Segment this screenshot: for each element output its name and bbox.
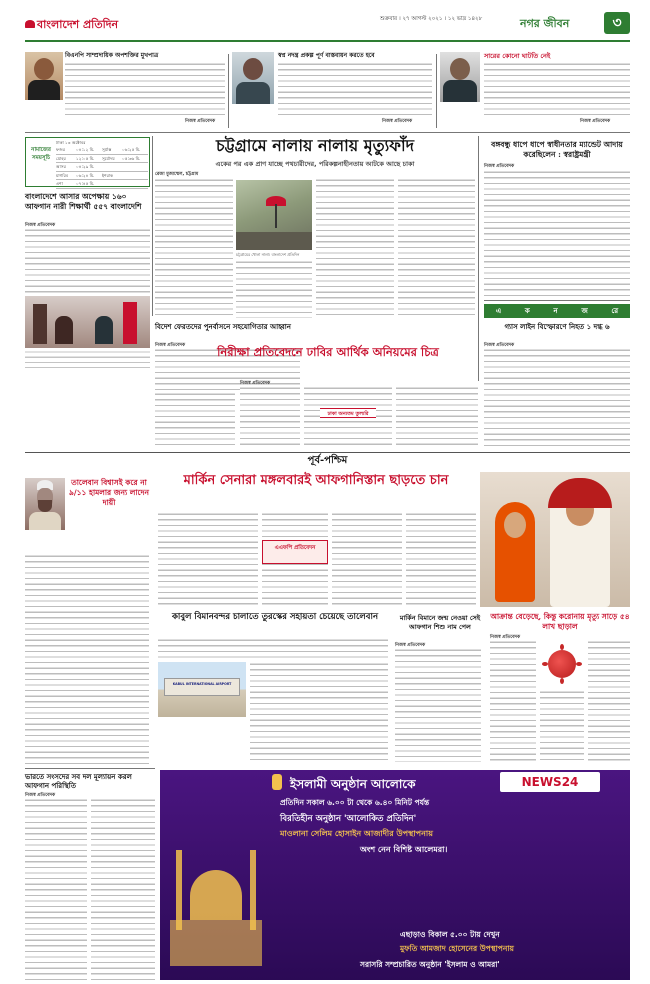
prayer-cell [102, 163, 122, 171]
prayer-cell: ১২:০৫ মি. [76, 155, 95, 161]
news24-advertisement[interactable] [160, 770, 630, 980]
ad-line-1: প্রতিদিন সকাল ৬.০০ টা থেকে ৬.৪০ মিনিট পর্যন্ত [280, 798, 430, 807]
top-story-3 [440, 52, 630, 130]
laden-body [25, 554, 149, 766]
rehab-credit: নিজস্ব প্রতিবেদক [155, 343, 186, 348]
top-story-1-credit: নিজস্ব প্রতিবেদক [185, 119, 216, 124]
prayer-cell: যোহর [56, 155, 66, 161]
logo [25, 14, 119, 34]
prayer-cell: আসর [56, 164, 66, 169]
ekonjore-letter: ক [524, 307, 530, 315]
gas-blast-headline: গ্যাস লাইন বিস্ফোরণে নিহত ১ দগ্ধ ৬ [504, 322, 610, 331]
prayer-cell: মাগরিব [56, 172, 69, 178]
rehab-headline: বিদেশ ফেরতদের পুনর্বাসনে সহযোগিতার আহ্বান [155, 322, 291, 331]
audit-body-col-3 [396, 386, 478, 446]
prayer-cell: ০৪:২৯ মি. [76, 164, 95, 169]
laden-box [25, 472, 149, 552]
prayer-cell: ০৬:২৪ মি. [76, 172, 95, 178]
ctg-body-col-4 [398, 178, 475, 318]
prayer-cell [122, 163, 148, 171]
top-story-2-credit: নিজস্ব প্রতিবেদক [382, 119, 413, 124]
ad-title: ইসলামী অনুষ্ঠান আলোকে [290, 777, 416, 791]
bangabandhu-body [484, 170, 630, 298]
top-story-1 [25, 52, 225, 130]
india-body-col-1 [25, 798, 87, 982]
military-meeting-photo [25, 296, 150, 348]
military-photo-caption [25, 350, 150, 372]
news24-logo [500, 772, 600, 792]
mosque-silhouette [170, 830, 262, 970]
prayer-cell: ০৭:৪৫ মি. [76, 181, 95, 186]
kabul-airport-headline: কাবুল বিমানবন্দর চালাতে তুরস্কের সহায়তা চেয়েছে তালেবান [171, 612, 379, 622]
ctg-byline: রেজা মুজাম্মেল, চট্টগ্রাম [155, 172, 199, 177]
top-col-rule-1 [228, 54, 229, 128]
taliban-laden-headline: তালেবান বিশ্বাসই করে না ৯/১১ হামলার জন্য লাদেন দায়ী [69, 478, 149, 507]
dateline: শুক্রবার । ২৭ আগস্ট ২০২১ । ১২ ভাদ্র ১৪২৮ [380, 16, 483, 22]
top-story-2-body [278, 62, 432, 118]
ctg-body-col-1 [155, 178, 233, 318]
prayer-cell: এশা [56, 181, 63, 186]
masthead-rule [25, 40, 630, 42]
laden-photo [25, 478, 65, 530]
ad-line-2: বিরতিহীন অনুষ্ঠান 'আলোকিত প্রতিদিন' [280, 814, 417, 824]
prayer-cell: ০৬:২৫ মি. [122, 147, 141, 152]
prayer-row [56, 155, 148, 164]
airport-sign: KABUL INTERNATIONAL AIRPORT [172, 682, 232, 686]
child-born-headline: মার্কিন বিমানে জন্ম নেওয়া সেই আফগান শিশু নাম পেল [399, 614, 481, 631]
ad-line-3: মাওলানা সেলিম হোসাইন আজাদীর উপস্থাপনায় [280, 829, 433, 838]
prayer-row [56, 146, 148, 155]
lantern-icon [272, 774, 282, 790]
prayer-cell: ইশরাক [102, 172, 114, 178]
prayer-title: নামাজের সময়সূচি [31, 147, 51, 161]
corona-virus-icon [540, 642, 584, 686]
top-story-3-credit: নিজস্ব প্রতিবেদক [580, 119, 611, 124]
audit-body-col-1 [240, 386, 300, 446]
audit-headline: নিরীক্ষা প্রতিবেদনে ঢাবির আর্থিক অনিয়মের চিত্র [217, 345, 439, 359]
corona-headline: আক্রান্ত বেড়েছে, কিন্তু করোনায় মৃত্যু সাড়ে ৫৪ লাখ ছাড়াল [490, 612, 630, 631]
child-born-credit: নিজস্ব প্রতিবেদক [395, 643, 426, 648]
us-troops-body-col-4 [406, 512, 476, 608]
fertilizer-photo [440, 52, 480, 102]
logo-text: বাংলাদেশ প্রতিদিন [37, 18, 119, 31]
india-body-col-2 [91, 798, 155, 982]
top-story-1-body [65, 62, 225, 118]
corona-body-col-1 [490, 640, 536, 762]
afp-box-label: এএফপি প্রতিবেদন [274, 545, 316, 551]
india-rule [25, 768, 155, 769]
us-troops-body-col-1 [158, 512, 258, 608]
logo-mark-icon [25, 20, 35, 28]
us-troops-body-col-3 [332, 512, 402, 608]
corona-body-col-3 [588, 640, 630, 762]
top-story-1-headline: বিএনপি সাম্প্রদায়িক অপশক্তির মুখপাত্র [65, 52, 159, 59]
top-story-3-body [484, 62, 630, 118]
ad-line-4: অংশ নেন বিশিষ্ট আলেমরা। [360, 845, 448, 854]
prayer-cell [122, 180, 148, 188]
ctg-right-rule [478, 136, 479, 381]
ad-line-5: এছাড়াও বিকাল ৫.০০ টায় দেখুন [400, 930, 500, 939]
prayer-row [56, 163, 148, 172]
official-photo [232, 52, 274, 104]
kabul-airport-body [158, 638, 388, 660]
ad-line-6: মুফতি আমজাদ হোসেনের উপস্থাপনায় [400, 944, 514, 953]
bangabandhu-headline: বঙ্গবন্ধু ধাপে ধাপে স্বাধীনতার ম্যান্ডেট আদায় করেছিলেন : স্বরাষ্ট্রমন্ত্রী [491, 140, 623, 159]
child-born-body [395, 648, 481, 762]
ctg-left-rule [152, 136, 153, 316]
afghan-students-headline: বাংলাদেশে আসার অপেক্ষায় ১৬০ আফগান নারী শিক্ষার্থী ৫৫৭ বাংলাদেশি [25, 192, 142, 211]
us-troops-headline: মার্কিন সেনারা মঙ্গলবারই আফগানিস্তান ছাড়তে চান [183, 473, 449, 488]
audit-headline-box [178, 345, 478, 379]
top-row-rule [25, 132, 630, 133]
purbo-pashchim-title: পূর্ব-পশ্চিম [307, 455, 348, 466]
prayer-row [56, 180, 148, 189]
prayer-times-box [25, 137, 150, 187]
section-tab [520, 12, 630, 34]
afghan-students-credit: নিজস্ব প্রতিবেদক [25, 223, 56, 228]
audit-credit: নিজস্ব প্রতিবেদক [240, 381, 271, 386]
gas-blast-body [484, 348, 630, 446]
afghan-students-body [25, 228, 150, 294]
ekonjore-letter: রে [611, 307, 619, 315]
prayer-cell [122, 172, 148, 180]
ctg-headline: চট্টগ্রামে নালায় নালায় মৃত্যুফাঁদ [216, 136, 414, 155]
prayer-table [56, 146, 148, 189]
ctg-body-col-2 [236, 260, 312, 318]
top-story-2 [232, 52, 432, 130]
news24-logo-text: NEWS24 [521, 775, 579, 789]
ctg-deck: একের পর এক প্রাণ যাচ্ছে পথচারীদের, পরিকল্পনাহীনতায় আটকে আছে চাকা [215, 160, 415, 168]
ctg-drain-photo [236, 180, 312, 250]
prayer-cell: সূর্যোদয় [102, 155, 115, 161]
corona-credit: নিজস্ব প্রতিবেদক [490, 635, 521, 640]
afghan-children-photo [480, 472, 630, 607]
india-headline: ভারতে সংসদের সব দল মূল্যায়ন করল আফগান পরিস্থিতি [25, 772, 132, 790]
prayer-cell: ০৫:৩৬ মি. [122, 155, 141, 161]
prayer-subtitle: ঢাকা ১৩ অক্টোবর [56, 140, 86, 145]
page-number: ৩ [604, 12, 630, 34]
bangabandhu-credit: নিজস্ব প্রতিবেদক [484, 164, 515, 169]
ctg-photo-caption: চট্টগ্রামের খোলা নালা। বাংলাদেশ প্রতিদিন [236, 252, 300, 257]
prayer-cell: ফজর [56, 147, 66, 152]
rehab-body-cont [155, 392, 235, 446]
india-credit: নিজস্ব প্রতিবেদক [25, 793, 56, 798]
section-divider [25, 452, 630, 468]
top-story-3-headline: সারের কোনো ঘাটতি নেই [484, 52, 551, 60]
corona-body-col-2 [540, 690, 584, 762]
prayer-row [56, 172, 148, 181]
minister-photo [25, 52, 63, 100]
ekonjore-letter: এ [495, 307, 502, 315]
prayer-cell: ০৪:১২ মি. [76, 147, 95, 152]
top-story-2-headline: স্বপ্ন নদন্ত্র প্রকল্প পূর্ণ বাস্তবায়ন করতে হবে [278, 52, 375, 59]
right-col-rule [484, 300, 630, 301]
ctg-body-col-3 [316, 178, 394, 318]
afp-box [262, 540, 328, 564]
masthead [0, 0, 650, 50]
audit-pullquote: ঢাকা অন্যতম তুল্যরি [320, 408, 376, 418]
kabul-airport-photo [158, 662, 246, 717]
ekonjore-letter: জ [581, 307, 588, 315]
section-title: নগর জীবন [520, 17, 570, 30]
ekonjore-letter: ন [553, 307, 558, 315]
kabul-airport-body-2 [250, 662, 388, 762]
prayer-cell: সূর্যাস্ত [102, 147, 112, 152]
gas-blast-credit: নিজস্ব প্রতিবেদক [484, 343, 515, 348]
prayer-cell [102, 180, 122, 188]
ekonjore-banner [484, 304, 630, 318]
top-col-rule-2 [436, 54, 437, 128]
ad-line-7: সরাসরি সম্প্রচারিত অনুষ্ঠান 'ইসলাম ও আমরা' [360, 960, 500, 969]
